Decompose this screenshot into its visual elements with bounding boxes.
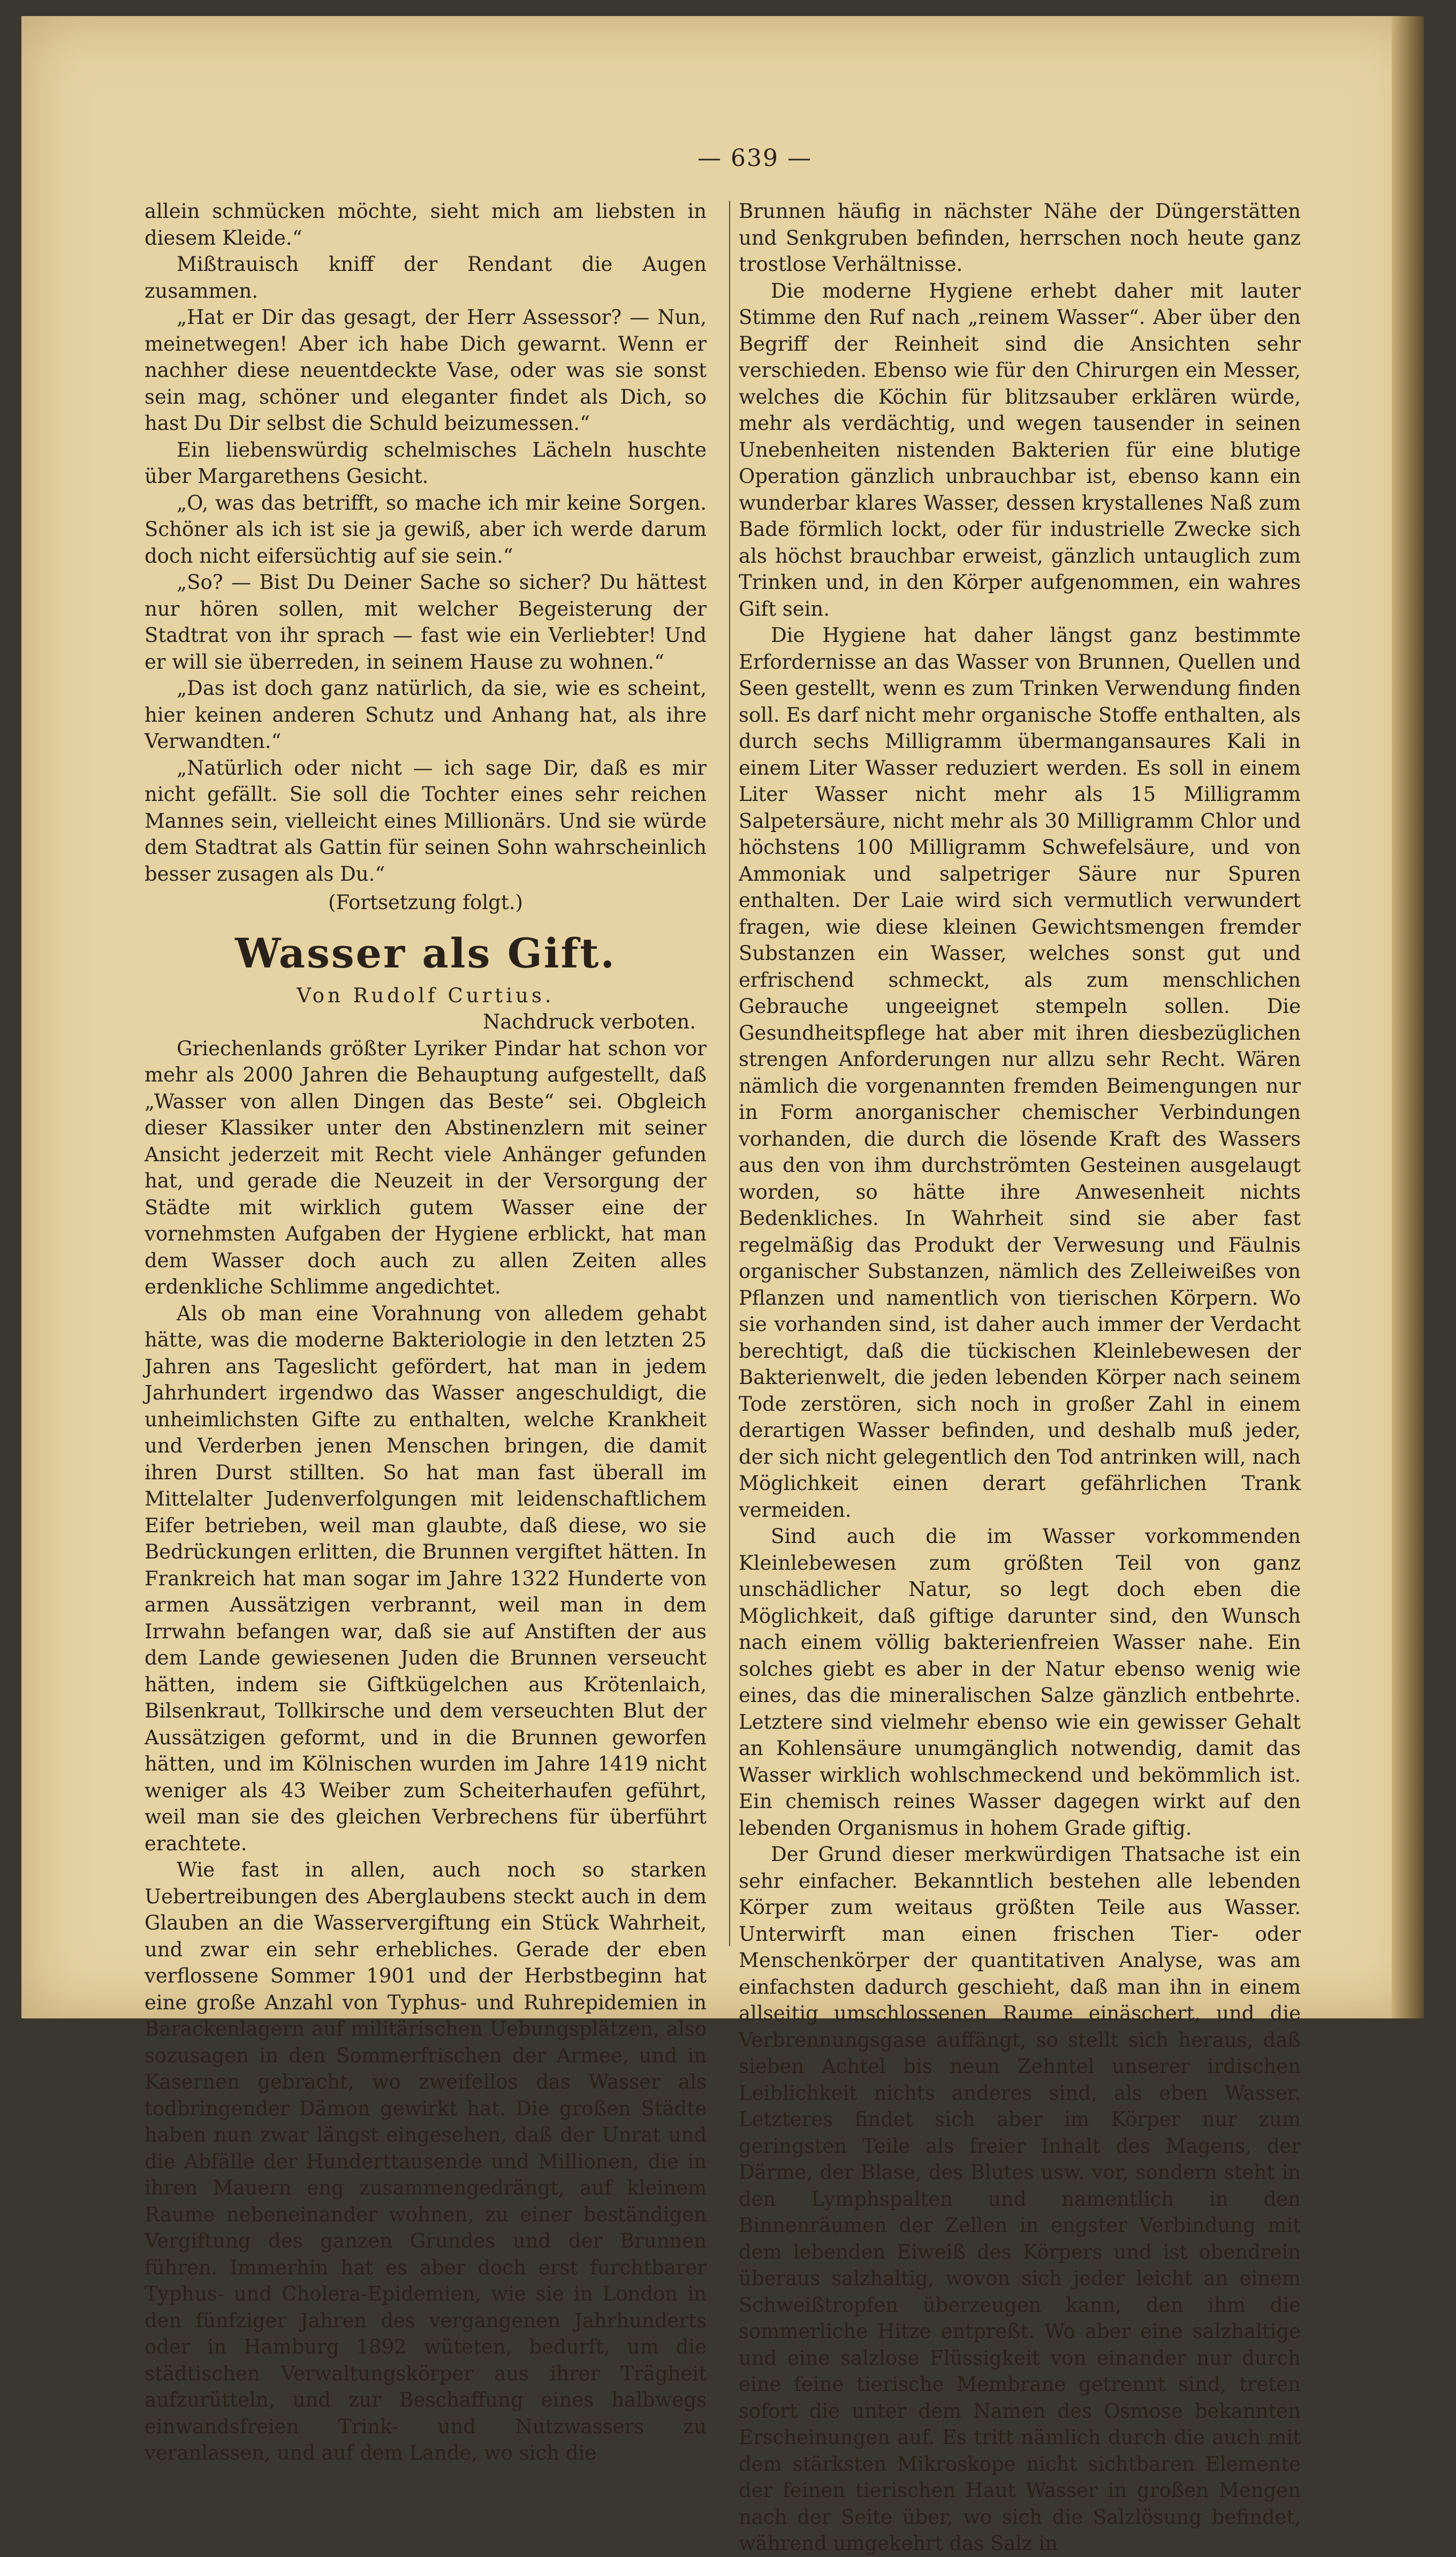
paragraph: Griechenlands größter Lyriker Pindar hat schon vor mehr als 2000 Jahren die Behauptung aufgestellt, daß „Wasser von allen Dingen das Beste“ sei. Obgleich dieser Klassiker unter den Abstinenzlern mit seiner Ansicht jederzeit mit Recht viele Anhänger gefunden hat, und gerade die Neuzeit in der Versorgung der Städte mit wirklich gutem Wasser eine der vornehmsten Aufgaben der Hygiene erblickt, hat man dem Wasser doch auch zu allen Zeiten alles erdenkliche Schlimme angedichtet. xyxy=(145,1037,707,1298)
continuation-note: (Fortsetzung folgt.) xyxy=(328,891,523,914)
paragraph: Die Hygiene hat daher längst ganz bestimmte Erfordernisse an das Wasser von Brunnen, Quellen und Seen gestellt, wenn es zum Trinken Verwendung finden soll. Es darf nicht mehr organische Stoffe enthalten, als durch sechs Milligramm übermangansaures Kali in einem Liter Wasser reduziert werden. Es soll in einem Liter Wasser nicht mehr als 15 Milligramm Salpetersäure, nicht mehr als 30 Milligramm Chlor und höchstens 100 Milligramm Schwefelsäure, und von Ammoniak und salpetriger Säure nur Spuren enthalten. Der Laie wird sich vermutlich verwundert fragen, wie diese kleinen Gewichtsmengen fremder Substanzen ein Wasser, welches sonst gut und erfrischend schmeckt, als zum menschlichen Gebrauche ungeeignet stempeln sollen. Die Gesundheitspflege hat aber mit ihren diesbezüglichen strengen Anforderungen nur allzu sehr Recht. Wären nämlich die vorgenannten fremden Beimengungen nur in Form anorganischer chemischer Verbindungen vorhanden, die durch die lösende Kraft des Wassers aus den von ihm durchströmten Gesteinen ausgelaugt worden, so hätte ihre Anwesenheit nichts Bedenkliches. In Wahrheit sind sie aber fast regelmäßig das Produkt der Verwesung und Fäulnis organischer Substanzen, nämlich des Zelleiweißes von Pflanzen und namentlich von tierischen Körpern. Wo sie vorhanden sind, ist daher auch immer der Verdacht berechtigt, daß die tückischen Kleinlebewesen der Bakterienwelt, die jeden lebenden Körper nach seinem Tode zerstören, sich noch in großer Zahl in einem derartigen Wasser befinden, und deshalb muß jeder, der sich nicht gelegentlich den Tod antrinken will, nach Möglichkeit einen derart gefährlichen Trank vermeiden. xyxy=(739,624,1301,1522)
book-spine xyxy=(1392,16,1424,2018)
paragraph: Ein liebenswürdig schelmisches Lächeln huschte über Margarethens Gesicht. xyxy=(145,438,707,488)
paragraph: Mißtrauisch kniff der Rendant die Augen zusammen. xyxy=(145,253,707,302)
paragraph: allein schmücken möchte, sieht mich am liebsten in diesem Kleide.“ xyxy=(145,200,707,249)
paragraph: Wie fast in allen, auch noch so starken Uebertreibungen des Aberglaubens steckt auch in dem Glauben an die Wasservergiftung ein Stück Wahrheit, und zwar ein sehr erhebliches. Gerade der eben verflossene Sommer 1901 und der Herbstbeginn hat eine große Anzahl von Typhus- und Ruhrepidemien in Barackenlagern auf militärischen Uebungsplätzen, also sozusagen in den Sommerfrischen der Armee, und in Kasernen gebracht, wo zweifellos das Wasser als todbringender Dämon gewirkt hat. Die großen Städte haben nun zwar längst eingesehen, daß der Unrat und die Abfälle der Hunderttausende und Millionen, die in ihren Mauern eng zusammengedrängt, auf kleinem Raume nebeneinander wohnen, zu einer beständigen Vergiftung des ganzen Grundes und der Brunnen führen. Immerhin hat es aber doch erst furchtbarer Typhus- und Cholera-Epidemien, wie sie in London in den fünfziger Jahren des vergangenen Jahrhunderts oder in Hamburg 1892 wüteten, bedurft, um die städtischen Verwaltungskörper aus ihrer Trägheit aufzurütteln, und zur Beschaffung eines halbwegs einwandsfreien Trink- und Nutzwassers zu veranlassen, und auf dem Lande, wo sich die xyxy=(145,1858,707,2464)
paragraph: „Hat er Dir das gesagt, der Herr Assessor? — Nun, meinetwegen! Aber ich habe Dich gewarnt. Wenn er nachher diese neuentdeckte Vase, oder was sie sonst sein mag, schöner und eleganter findet als Dich, so hast Du Dir selbst die Schuld beizumessen.“ xyxy=(145,306,707,435)
paragraph: Brunnen häufig in nächster Nähe der Düngerstätten und Senkgruben befinden, herrschen noch heute ganz trostlose Verhältnisse. xyxy=(739,200,1301,276)
paragraph: Der Grund dieser merkwürdigen Thatsache ist ein sehr einfacher. Bekanntlich bestehen alle lebenden Körper zum weitaus größten Teile aus Wasser. Unterwirft man einen frischen Tier- oder Menschenkörper der quantitativen Analyse, was am einfachsten dadurch geschieht, daß man ihn in einem allseitig umschlossenen Raume einäschert, und die Verbrennungsgase auffängt, so stellt sich heraus, daß sieben Achtel bis neun Zehntel unserer irdischen Leiblichkeit nichts anderes sind, als eben Wasser. Letzteres findet sich aber im Körper nur zum geringsten Teile als freier Inhalt des Magens, der Därme, der Blase, des Blutes usw. vor, sondern steht in den Lymphspalten und namentlich in den Binnenräumen der Zellen in engster Verbindung mit dem lebenden Eiweiß des Körpers und ist obendrein überaus salzhaltig, wovon sich jeder leicht an einem Schweißtropfen überzeugen kann, den ihm die sommerliche Hitze entpreßt. Wo aber eine salzhaltige und eine salzlose Flüssigkeit von einander nur durch eine feine tierische Membrane getrennt sind, treten sofort die unter dem Namen des Osmose bekannten Erscheinungen auf. Es tritt nämlich durch die auch mit dem stärksten Mikroskope nicht sichtbaren Elemente der feinen tierischen Haut Wasser in großen Mengen nach der Seite über, wo sich die Salzlösung befindet, während umgekehrt das Salz in xyxy=(739,1843,1301,2555)
paragraph: „O, was das betrifft, so mache ich mir keine Sorgen. Schöner als ich ist sie ja gewiß, aber ich werde darum doch nicht eifersüchtig auf sie sein.“ xyxy=(145,491,707,568)
reprint-notice: Nachdruck verboten. xyxy=(483,1010,696,1033)
newspaper-page xyxy=(21,16,1424,2555)
column-rule xyxy=(729,201,730,1946)
paragraph: Sind auch die im Wasser vorkommenden Kleinlebewesen zum größten Teil von ganz unschädlicher Natur, so legt doch eben die Möglichkeit, daß giftige darunter sind, den Wunsch nach einem völlig bakterienfreien Wasser nahe. Ein solches giebt es aber in der Natur ebenso wenig wie eines, das die mineralischen Salze gänzlich entbehrte. Letztere sind vielmehr ebenso wie ein gewisser Gehalt an Kohlensäure unumgänglich notwendig, damit das Wasser wirklich wohlschmeckend und bekömmlich ist. Ein chemisch reines Wasser dagegen wirkt auf den lebenden Organismus in hohem Grade giftig. xyxy=(739,1525,1301,1840)
left-column xyxy=(145,198,707,2467)
paragraph: Als ob man eine Vorahnung von alledem gehabt hätte, was die moderne Bakteriologie in den letzten 25 Jahren ans Tageslicht gefördert, hat man in jedem Jahrhundert irgendwo das Wasser angeschuldigt, die unheimlichsten Gifte zu enthalten, welche Krankheit und Verderben jenen Menschen bringen, die damit ihren Durst stillten. So hat man fast überall im Mittelalter Judenverfolgungen mit leidenschaftlichem Eifer betrieben, weil man glaubte, daß diese, wo sie Bedrückungen erlitten, die Brunnen vergiftet hätten. In Frankreich hat man sogar im Jahre 1322 Hunderte von armen Aussätzigen verbrannt, weil man in dem Irrwahn befangen war, daß sie auf Anstiften der aus dem Lande gewiesenen Juden die Brunnen verseucht hätten, indem sie Giftkügelchen aus Krötenlaich, Bilsenkraut, Tollkirsche und dem verseuchten Blut der Aussätzigen geformt, und in die Brunnen geworfen hätten, und im Kölnischen wurden im Jahre 1419 nicht weniger als 43 Weiber zum Scheiterhaufen geführt, weil man sie des gleichen Verbrechens für überführt erachtete. xyxy=(145,1302,707,1855)
right-column xyxy=(739,198,1301,2557)
paragraph: Die moderne Hygiene erhebt daher mit lauter Stimme den Ruf nach „reinem Wasser“. Aber über den Begriff der Reinheit sind die Ansichten sehr verschieden. Ebenso wie für den Chirurgen ein Messer, welches die Köchin für blitzsauber erklären würde, mehr als verdächtig, und wegen tausender in seinen Unebenheiten nistenden Bakterien für eine blutige Operation gänzlich unbrauchbar ist, ebenso kann ein wunderbar klares Wasser, dessen krystallenes Naß zum Bade förmlich lockt, oder für industrielle Zwecke sich als höchst brauchbar erweist, gänzlich untauglich zum Trinken und, in den Körper aufgenommen, ein wahres Gift sein. xyxy=(739,279,1301,621)
paragraph: „Das ist doch ganz natürlich, da sie, wie es scheint, hier keinen anderen Schutz und Anhang hat, als ihre Verwandten.“ xyxy=(145,677,707,753)
paragraph: „So? — Bist Du Deiner Sache so sicher? Du hättest nur hören sollen, mit welcher Begeisterung der Stadtrat von ihr sprach — fast wie ein Verliebter! Und er will sie überreden, in seinem Hause zu wohnen.“ xyxy=(145,571,707,674)
page-number: — 639 — xyxy=(697,145,812,172)
paragraph: „Natürlich oder nicht — ich sage Dir, daß es mir nicht gefällt. Sie soll die Tochter eines sehr reichen Mannes sein, vielleicht eines Millionärs. Und sie würde dem Stadtrat als Gattin für seinen Sohn wahrscheinlich besser zusagen als Du.“ xyxy=(145,756,707,886)
article-title: Wasser als Gift. xyxy=(235,929,616,977)
article-author: Von Rudolf Curtius. xyxy=(297,984,555,1007)
